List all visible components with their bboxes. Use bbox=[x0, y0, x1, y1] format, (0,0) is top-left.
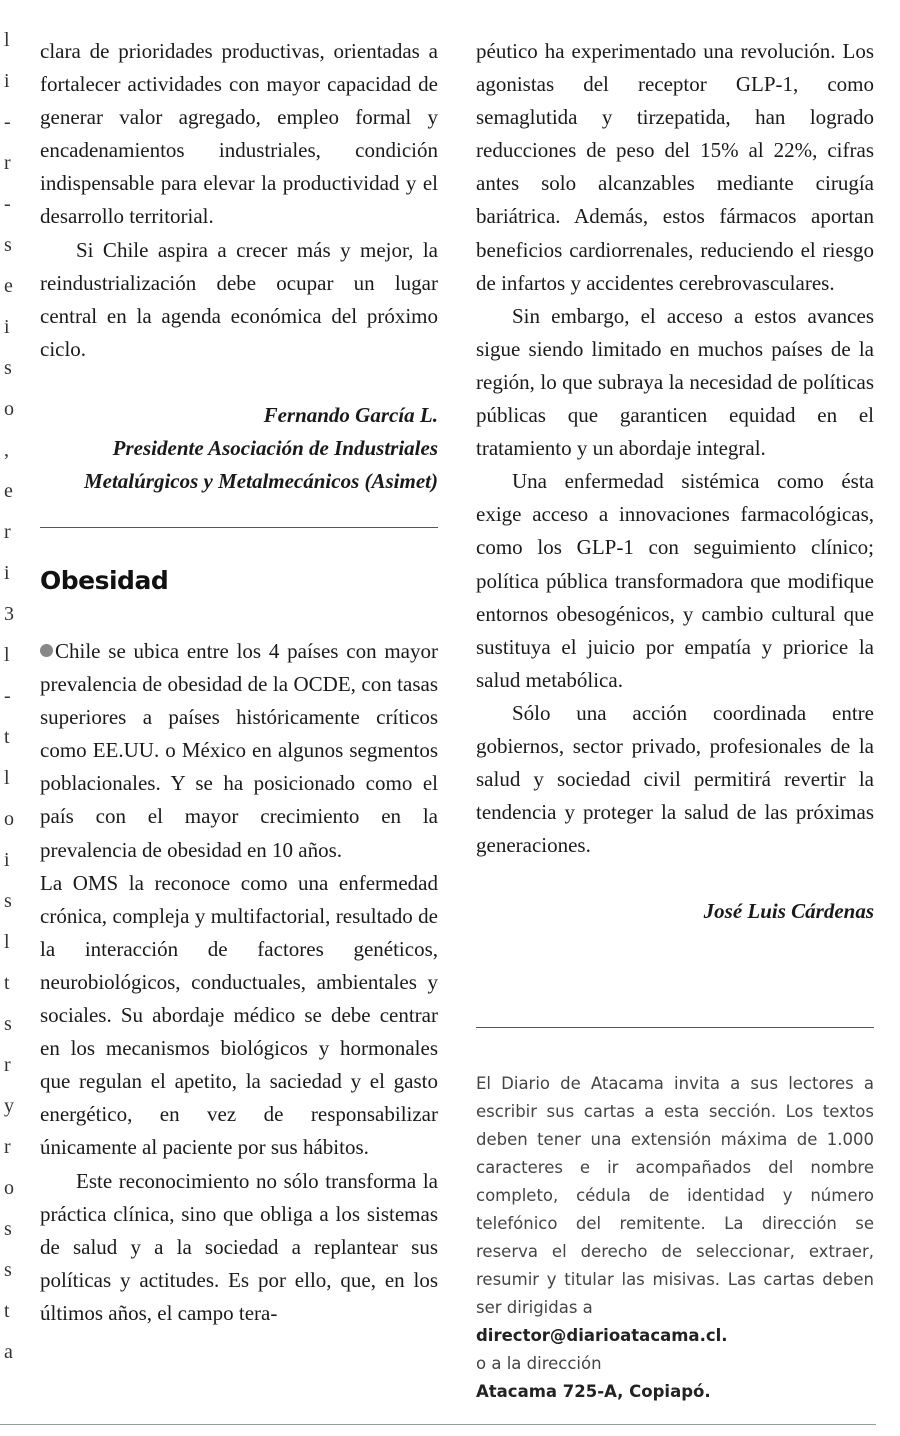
gutter-fragment: s bbox=[4, 234, 12, 256]
letter-2-paragraph-2: La OMS la reconoce como una enfermedad crónica, compleja y multifactorial, resultado de la interacción de factores genéticos, neurobiológicos, conductuales, ambientales y sociales. Su abordaje médico se debe centrar en los mecanismos biológicos y hormonales que regulan el apetito, la saciedad y el gasto energético, en vez de responsabilizar únicamente al paciente por sus hábitos. bbox=[40, 870, 438, 1160]
gutter-fragment: , bbox=[4, 439, 9, 461]
letter-2-paragraph-1: Chile se ubica entre los 4 países con mayor prevalencia de obesidad de la OCDE, con tasas superiores a países históricamente críticos como EE.UU. o México en algunos segmentos poblacionales. Y se ha posicionado como el país con el mayor crecimiento en la prevalencia de obesidad en 10 años. bbox=[40, 639, 438, 862]
gutter-fragment: i bbox=[4, 316, 10, 338]
letter-2-signature bbox=[476, 895, 874, 928]
gutter-fragment: o bbox=[4, 398, 14, 420]
letter-1-signature bbox=[40, 399, 438, 498]
gutter-fragment: o bbox=[4, 808, 14, 830]
gutter-fragment: t bbox=[4, 972, 10, 994]
letter-2-paragraph-3: Este reconocimiento no sólo transforma la práctica clínica, sino que obliga a los sistemas de salud y a la sociedad a replantear sus políticas y actitudes. Es por ello, que, en los últimos años, el campo tera- bbox=[40, 1168, 438, 1325]
gutter-fragment: i bbox=[4, 562, 10, 584]
gutter-fragment: a bbox=[4, 1341, 13, 1363]
gutter-fragment: s bbox=[4, 357, 12, 379]
previous-column-edge bbox=[0, 30, 16, 1410]
gutter-fragment: l bbox=[4, 29, 10, 51]
gutter-fragment: t bbox=[4, 1300, 10, 1322]
gutter-fragment: e bbox=[4, 275, 13, 297]
gutter-fragment: r bbox=[4, 521, 11, 543]
gutter-fragment: - bbox=[4, 111, 11, 133]
gutter-fragment: s bbox=[4, 890, 12, 912]
gutter-fragment: l bbox=[4, 931, 10, 953]
letter-2-heading: Obesidad bbox=[40, 566, 169, 595]
letter-1-author-title-2: Metalúrgicos y Metalmecánicos (Asimet) bbox=[83, 468, 438, 493]
letter-1-author: Fernando García L. bbox=[263, 402, 438, 427]
note-divider bbox=[476, 1027, 874, 1028]
gutter-fragment: r bbox=[4, 1054, 11, 1076]
gutter-fragment: r bbox=[4, 1136, 11, 1158]
editor-note-text: El Diario de Atacama invita a sus lectores a escribir sus cartas a esta sección. Los textos deben tener una extensión máxima de 1.000 caracteres e ir acompañados del nombre completo, cédula de identidad y número telefónico del remitente. La dirección se reserva el derecho de seleccionar, extraer, resumir y titular las misivas. Las cartas deben ser dirigidas a bbox=[476, 1074, 874, 1317]
gutter-fragment: - bbox=[4, 685, 11, 707]
gutter-fragment: l bbox=[4, 644, 10, 666]
bullet-icon bbox=[40, 644, 53, 657]
editor-address: Atacama 725-A, Copiapó. bbox=[476, 1382, 711, 1401]
editor-note bbox=[476, 1070, 874, 1406]
letter-1-continuation: clara de prioridades productivas, orientadas a fortalecer actividades con mayor capacidad de generar valor agregado, empleo formal y encadenamientos industriales, condición indispensable para elevar la productividad y el desarrollo territorial. bbox=[40, 39, 438, 229]
letter-2-paragraph-5: Sin embargo, el acceso a estos avances sigue siendo limitado en muchos países de la región, lo que subraya la necesidad de políticas públicas que garanticen equidad en el tratamiento y un abordaje integral. bbox=[476, 303, 874, 461]
gutter-fragment: s bbox=[4, 1013, 12, 1035]
gutter-fragment: s bbox=[4, 1218, 12, 1240]
letter-2-paragraph-6: Una enfermedad sistémica como ésta exige acceso a innovaciones farmacológicas, como los GLP-1 con seguimiento clínico; política pública transformadora que modifique entornos obesogénicos, y cambio cultural que sustituya el juicio por empatía y priorice la salud metabólica. bbox=[476, 469, 874, 692]
letter-1-author-title-1: Presidente Asociación de Industriales bbox=[112, 435, 438, 460]
editor-email: director@diarioatacama.cl. bbox=[476, 1326, 728, 1345]
gutter-fragment: t bbox=[4, 726, 10, 748]
letter-2-paragraph-4: péutico ha experimentado una revolución. Los agonistas del receptor GLP-1, como semaglutida y tirzepatida, han logrado reducciones de peso del 15% al 22%, cifras antes solo alcanzables mediante cirugía bariátrica. Además, estos fármacos aportan beneficios cardiorrenales, reduciendo el riesgo de infartos y accidentes cerebrovasculares. bbox=[476, 39, 874, 295]
gutter-fragment: i bbox=[4, 70, 10, 92]
gutter-fragment: e bbox=[4, 480, 13, 502]
gutter-fragment: o bbox=[4, 1177, 14, 1199]
gutter-fragment: s bbox=[4, 1259, 12, 1281]
gutter-fragment: - bbox=[4, 193, 11, 215]
letter-2-left-column bbox=[40, 635, 438, 1330]
gutter-fragment: l bbox=[4, 767, 10, 789]
page-bottom-rule bbox=[0, 1424, 876, 1425]
letter-2-author: José Luis Cárdenas bbox=[703, 899, 874, 924]
right-column bbox=[476, 35, 874, 928]
gutter-fragment: i bbox=[4, 849, 10, 871]
letter-2-paragraph-7: Sólo una acción coordinada entre gobiernos, sector privado, profesionales de la salud y sociedad civil permitirá revertir la tendencia y proteger la salud de las próximas generaciones. bbox=[476, 700, 874, 858]
gutter-fragment: r bbox=[4, 152, 11, 174]
gutter-fragment: y bbox=[4, 1095, 14, 1117]
section-divider bbox=[40, 527, 438, 528]
editor-address-intro: o a la dirección bbox=[476, 1354, 602, 1373]
left-column-top bbox=[40, 35, 438, 498]
gutter-fragment: 3 bbox=[4, 603, 14, 625]
letter-1-closing-paragraph: Si Chile aspira a crecer más y mejor, la reindustrialización debe ocupar un lugar central en la agenda económica del próximo ciclo. bbox=[40, 237, 438, 361]
